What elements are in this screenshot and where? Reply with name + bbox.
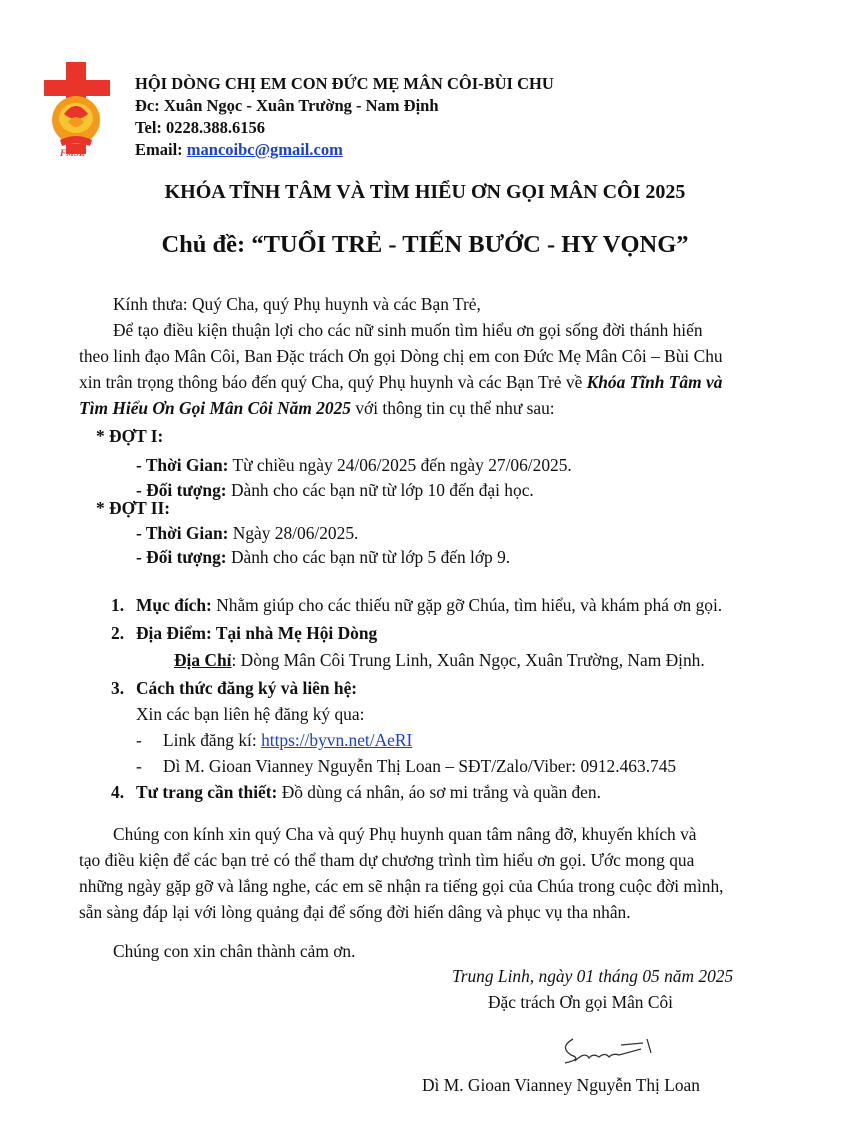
round-2-time [136,523,358,544]
greeting: Kính thưa: Quý Cha, quý Phụ huynh và các Bạn Trẻ, [113,294,481,314]
letterhead [135,73,554,161]
item-1-number: 1. [111,595,125,615]
intro-line-3 [79,372,722,393]
round-1-time [136,455,572,476]
address-line [174,650,705,671]
signature-role: Đặc trách Ơn gọi Mân Côi [488,992,673,1012]
email-label: Email: [135,140,187,159]
intro-line-3-text: xin trân trọng thông báo đến quý Cha, quý Phụ huynh và các Bạn Trẻ về [79,372,587,392]
bullet-1: - [136,730,142,750]
intro-line-1: Để tạo điều kiện thuận lợi cho các nữ sinh muốn tìm hiểu ơn gọi sống đời thánh hiến [113,320,703,340]
place-label: Địa Điểm: Tại nhà Mẹ Hội Dòng [136,623,378,643]
org-tel: Tel: 0228.388.6156 [135,118,266,137]
closing-line-2: tạo điều kiện để các bạn trẻ có thể tham dự chương trình tìm hiểu ơn gọi. Ước mong qua [79,850,695,870]
round-2-time-value: Ngày 28/06/2025. [228,523,359,543]
address-label: Địa Chỉ [174,650,232,670]
org-email-line [135,139,554,161]
purpose-label: Mục đích: [136,595,212,615]
email-link[interactable]: mancoibc@gmail.com [186,140,343,159]
logo-text: FMSR [60,148,86,158]
round-1-time-label: - Thời Gian: [136,455,229,475]
round-1-time-value: Từ chiều ngày 24/06/2025 đến ngày 27/06/2025. [228,455,572,475]
closing-line-3: những ngày gặp gỡ và lắng nghe, các em sẽ nhận ra tiếng gọi của Chúa trong cuộc đời mình, [79,876,724,896]
registration-link-line [163,730,412,751]
item-4-number: 4. [111,782,125,802]
item-purpose [136,595,722,616]
intro-line-4 [79,398,555,419]
register-intro: Xin các bạn liên hệ đăng ký qua: [136,704,365,724]
closing-line-4: sẵn sàng đáp lại với lòng quảng đại để sống đời hiến dâng và phục vụ tha nhân. [79,902,631,922]
round-1-target [136,480,534,501]
thanks: Chúng con xin chân thành cảm ơn. [113,941,356,961]
round-2-target [136,547,510,568]
round-2-target-label: - Đối tượng: [136,547,227,567]
round-1-heading: * ĐỢT I: [96,426,164,446]
round-1-target-label: - Đối tượng: [136,480,227,500]
document-subtitle: Chủ đề: “TUỔI TRẺ - TIẾN BƯỚC - HY VỌNG” [161,231,689,258]
address-value: : Dòng Mân Côi Trung Linh, Xuân Ngọc, Xuân Trường, Nam Định. [231,650,705,670]
belongings-value: Đồ dùng cá nhân, áo sơ mi trắng và quần đen. [277,782,601,802]
register-label: Cách thức đăng ký và liên hệ: [136,678,358,698]
document-title: KHÓA TĨNH TÂM VÀ TÌM HIỂU ƠN GỌI MÂN CÔI 2025 [164,181,686,203]
registration-link[interactable]: https://byvn.net/AeRI [261,730,413,750]
bullet-2: - [136,756,142,776]
handwritten-signature [555,1025,675,1070]
closing-line-1: Chúng con kính xin quý Cha và quý Phụ huynh quan tâm nâng đỡ, khuyến khích và [113,824,697,844]
retreat-name-part1: Khóa Tĩnh Tâm và [586,372,723,392]
contact-line: Dì M. Gioan Vianney Nguyễn Thị Loan – SĐT/Zalo/Viber: 0912.463.745 [163,756,677,776]
item-2-number: 2. [111,623,125,643]
signature-date: Trung Linh, ngày 01 tháng 05 năm 2025 [452,966,734,986]
belongings-label: Tư trang cần thiết: [136,782,278,802]
org-name: HỘI DÒNG CHỊ EM CON ĐỨC MẸ MÂN CÔI-BÙI CHU [135,74,554,93]
item-3-number: 3. [111,678,125,698]
signer-name: Dì M. Gioan Vianney Nguyễn Thị Loan [422,1075,700,1095]
cross-rose-icon [42,62,114,162]
intro-line-4-text: với thông tin cụ thể như sau: [351,398,555,418]
item-belongings [136,782,601,803]
retreat-name-part2: Tìm Hiểu Ơn Gọi Mân Côi Năm 2025 [79,398,352,418]
purpose-value: Nhằm giúp cho các thiếu nữ gặp gỡ Chúa, tìm hiểu, và khám phá ơn gọi. [211,595,723,615]
round-2-heading: * ĐỢT II: [96,498,171,518]
org-address: Đc: Xuân Ngọc - Xuân Trường - Nam Định [135,96,439,115]
round-1-target-value: Dành cho các bạn nữ từ lớp 10 đến đại học. [226,480,534,500]
congregation-logo [42,62,114,162]
round-2-target-value: Dành cho các bạn nữ từ lớp 5 đến lớp 9. [226,547,511,567]
intro-line-2: theo linh đạo Mân Côi, Ban Đặc trách Ơn gọi Dòng chị em con Đức Mẹ Mân Côi – Bùi Chu [79,346,723,366]
link-label: Link đăng kí: [163,730,262,750]
round-2-time-label: - Thời Gian: [136,523,229,543]
